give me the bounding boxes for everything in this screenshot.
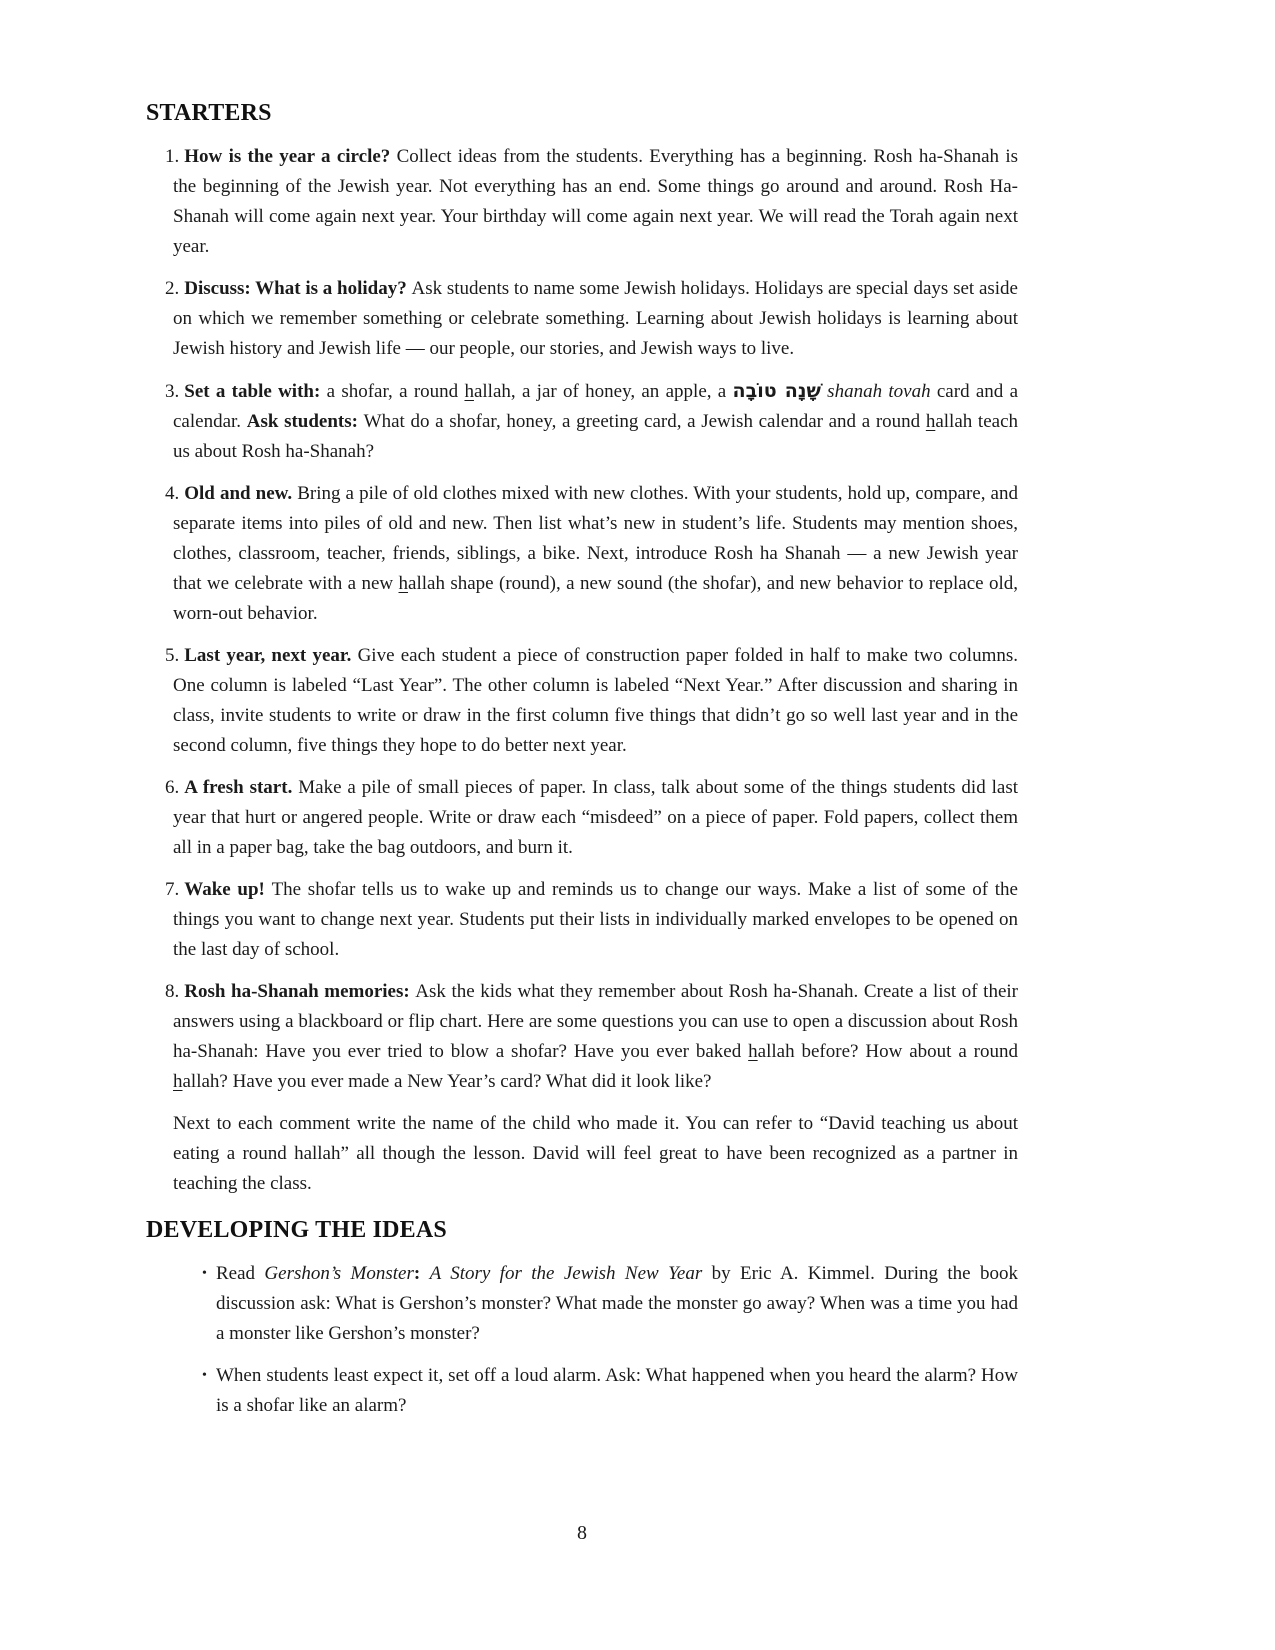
text-run: Old and new. [184,483,298,504]
text-run: Ask students to name some Jewish holidays. Holidays are special days set aside on which we remember something or celebrate something. Learning about Jewish holidays is learning about Jewish history and Jewish life — our people, our stories, and Jewish ways to live. [173,278,1023,359]
bullet-item [146,1361,1023,1421]
text-run: h [925,411,936,432]
list-item [146,479,1023,629]
text-run: When students least expect it, set off a loud alarm. Ask: What happened when you heard the alarm? How is a shofar like an alarm? [216,1365,1023,1416]
list-item-number: 6. [165,777,180,798]
text-run: Set a table with: [184,381,327,402]
text-run: A fresh start. [184,777,299,798]
list-item [146,641,1023,761]
list-item-number: 8. [165,981,180,1002]
text-run: allah shape (round), a new sound (the shofar), and new behavior to replace old, worn-out behavior. [173,573,1023,624]
bullet-icon: • [202,1368,207,1383]
list-item-number: 4. [165,483,180,504]
text-run: : [413,1263,421,1284]
text-run: Bring a pile of old clothes mixed with new clothes. With your students, hold up, compare, and separate items into piles of old and new. Then list what’s new in student’s life. Students may mention shoes, clothes, classroom, teacher, friends, siblings, a bike. Next, introduce Rosh ha Shanah — a new Jewish year that we celebrate with a new [173,483,1023,594]
list-item [146,274,1023,364]
section-heading: STARTERS [146,100,272,126]
text-run: h [748,1041,758,1062]
text-run: Give each student a piece of construction paper folded in half to make two columns. One column is labeled “Last Year”. The other column is labeled “Next Year.” After discussion and sharing in class, invite students to write or draw in the first column five things that didn’t go so well last year and in the second column, five things they hope to do better next year. [173,645,1023,756]
text-run: allah? Have you ever made a New Year’s card? What did it look like? [182,1071,712,1092]
list-item-number: 5. [165,645,180,666]
text-run: by Eric A. Kimmel. During the book discussion ask: What is Gershon’s monster? What made the monster go away? When was a time you had a monster like Gershon’s monster? [216,1263,1023,1344]
text-run: Wake up! [184,879,272,900]
section-heading: DEVELOPING THE IDEAS [146,1217,447,1243]
text-run: Make a pile of small pieces of paper. In class, talk about some of the things students did last year that hurt or angered people. Write or draw each “misdeed” on a piece of paper. Fold papers, collect them all in a paper bag, take the bag outdoors, and burn it. [173,777,1023,858]
text-run: A Story for the Jewish New Year [429,1263,703,1284]
text-run: Discuss: What is a holiday? [184,278,412,299]
text-run: Ask the kids what they remember about Rosh ha-Shanah. Create a list of their answers using a blackboard or flip chart. Here are some questions you can use to open a discussion about Rosh ha-Shanah: Have you ever tried to blow a shofar? Have you ever baked [173,981,1023,1062]
text-run: How is the year a circle? [184,146,397,167]
text-run: Ask students: [246,411,364,432]
text-run: Next to each comment write the name of the child who made it. You can refer to “David teaching us about eating a round hallah” all though the lesson. David will feel great to have been recognized as a partner in teaching the class. [173,1113,1023,1194]
text-run: The shofar tells us to wake up and reminds us to change our ways. Make a list of some of the things you want to change next year. Students put their lists in individually marked envelopes to be opened on the last day of school. [173,879,1023,960]
section-developing-the-ideas [146,1217,1023,1421]
page-content [146,100,1023,1433]
bullet-item [146,1259,1023,1349]
text-run: Gershon’s Monster [264,1263,414,1284]
list-item-number: 7. [165,879,180,900]
list-item-number: 3. [165,381,180,402]
text-run: shanah tovah [827,381,931,402]
list-item [146,977,1023,1097]
text-run: allah teach us about Rosh ha-Shanah? [173,411,1023,462]
text-run: Last year, next year. [184,645,358,666]
hebrew-text: שָׁנָה טוֹבָה [732,380,821,402]
list-item [146,875,1023,965]
list-item-number: 2. [165,278,180,299]
text-run: h [173,1071,183,1092]
list-item [146,773,1023,863]
list-item [146,142,1023,262]
list-item-number: 1. [165,146,180,167]
text-run: allah, a jar of honey, an apple, a [473,381,733,402]
page-number: 8 [577,1522,587,1544]
section-starters [146,100,1023,1199]
text-run [420,1263,429,1284]
text-run: card and a calendar. [173,381,1023,432]
text-run: allah before? How about a round [757,1041,1023,1062]
text-run: a shofar, a round [326,381,465,402]
text-run: Read [216,1263,265,1284]
list-item [146,376,1023,467]
bullet-icon: • [202,1266,207,1281]
text-run: h [398,573,409,594]
text-run: What do a shofar, honey, a greeting card, a Jewish calendar and a round [363,411,926,432]
text-run: Collect ideas from the students. Everything has a beginning. Rosh ha-Shanah is the beginning of the Jewish year. Not everything has an end. Some things go around and around. Rosh Ha-Shanah will come again next year. Your birthday will come again next year. We will read the Torah again next year. [173,146,1023,257]
text-run: h [464,381,474,402]
continuation-paragraph [146,1109,1023,1199]
text-run: Rosh ha-Shanah memories: [184,981,416,1002]
